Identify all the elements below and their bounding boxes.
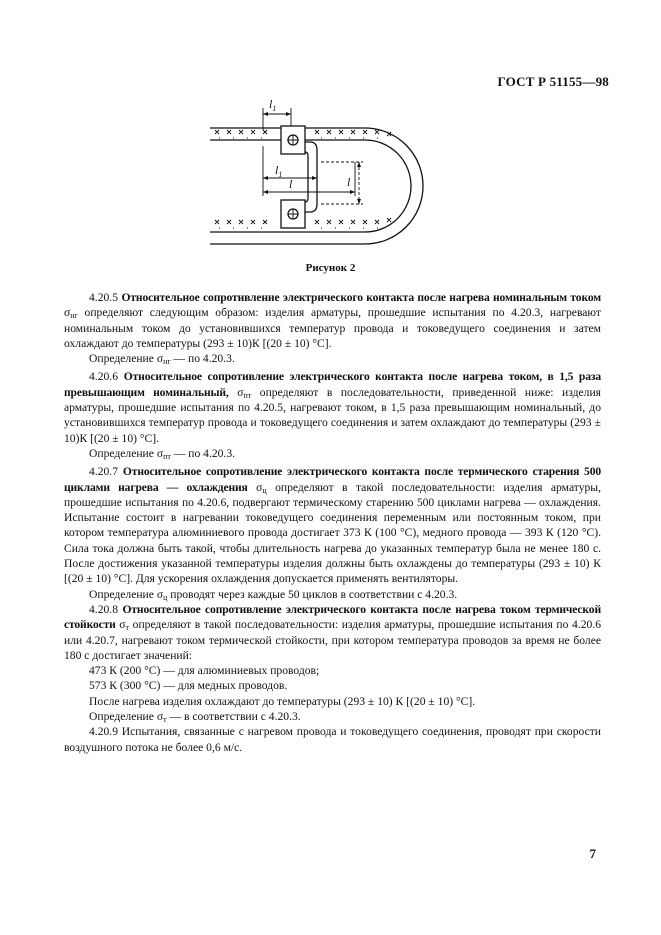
figure-caption: Рисунок 2 bbox=[305, 262, 356, 274]
list-item-aluminum: 473 К (200 °С) — для алюминиевых проводов; bbox=[89, 664, 320, 678]
section-4-20-6: 4.20.6 Относительное сопротивление электрического контакта после нагрева током, в 1,5 раза превышающим номинальный, $\sigma_{пт}$ определяют в последовательности, приведенной ниже: изделия арматуры, прошедшие испытания по 4.20.5, нагревают током, в 1,5 раза превышающим номинальный, до установившихся температур провода и токоведущего соединения и затем охлаждают до температуры (293 ± 10)К [(20 ± 10) °С]. bbox=[64, 370, 602, 445]
section-4-20-9: 4.20.9 Испытания, связанные с нагревом провода и токоведущего соединения, проводят при скорости воздушного потока не более 0,6 м/с. bbox=[64, 725, 601, 754]
list-item-copper: 573 К (300 °С) — для медных проводов. bbox=[89, 679, 288, 693]
inner-loop-2 bbox=[297, 152, 308, 202]
svg-text:l1: $l_1$ bbox=[275, 163, 283, 179]
test-sample-diagram bbox=[205, 96, 475, 246]
definition-4-20-7: Определение $\sigma_ц$ проводят через каждые 50 циклов в соответствии с 4.20.3. bbox=[89, 587, 458, 602]
outer-conductor-inner bbox=[210, 140, 411, 232]
svg-text:l: l bbox=[289, 177, 293, 191]
svg-text:l1: $l_1$ bbox=[269, 97, 277, 113]
section-4-20-5: 4.20.5 Относительное сопротивление электрического контакта после нагрева номинальным током $\sigma_{нг}$ определяют следующим образом: изделия арматуры, прошедшие испытания по 4.20.3, нагревают номинальным током до установившихся температур провода и токоведущего соединения и затем охлаждают до температуры (293 ± 10)К [(20 ± 10) °С]. bbox=[64, 291, 601, 350]
definition-4-20-5: Определение $\sigma_{нг}$ — по 4.20.3. bbox=[89, 352, 235, 367]
definition-4-20-6: Определение $\sigma_{пт}$ — по 4.20.3. bbox=[89, 446, 236, 461]
page-number: 7 bbox=[589, 846, 596, 861]
svg-text:l: l bbox=[347, 175, 351, 189]
document-body bbox=[64, 290, 601, 755]
document-header: ГОСТ Р 51155—98 bbox=[497, 74, 609, 89]
section-4-20-7: 4.20.7 Относительное сопротивление электрического контакта после термического старения 500 циклами нагрева — охлаждения $\sigma_ц$ определяют в такой последовательности: изделия арматуры, прошедшие испытания по 4.20.6, подвергают термическому старению 500 циклами нагрева — охлаждения. Испытание состоит в нагревании токоведущего соединения переменным или постоянным током, при котором температура алюминиевого провода достигает 373 К (100 °С), медного провода — 393 К (120 °С). Сила тока должна быть такой, чтобы длительность нагрева до указанных температур была не менее 180 с. После достижения указанной температуры изделия должны быть охлаждены до температуры (293 ± 10) К [(20 ± 10) °С]. Для ускорения охлаждения допускается применять вентиляторы. bbox=[64, 465, 601, 586]
after-heating-note: После нагрева изделия охлаждают до температуры (293 ± 10) К [(20 ± 10) °С]. bbox=[89, 694, 476, 708]
section-4-20-8: 4.20.8 Относительное сопротивление электрического контакта после нагрева током термической стойкости $\sigma_т$ определяют в такой последовательности: изделия арматуры, прошедшие испытания по 4.20.6 или 4.20.7, нагревают током термической стойкости, при котором температура проводов за время не более 180 с достигает значений: bbox=[64, 602, 602, 662]
dim-l-right bbox=[321, 162, 363, 204]
definition-4-20-8: Определение $\sigma_т$ — в соответствии с 4.20.3. bbox=[89, 710, 301, 725]
